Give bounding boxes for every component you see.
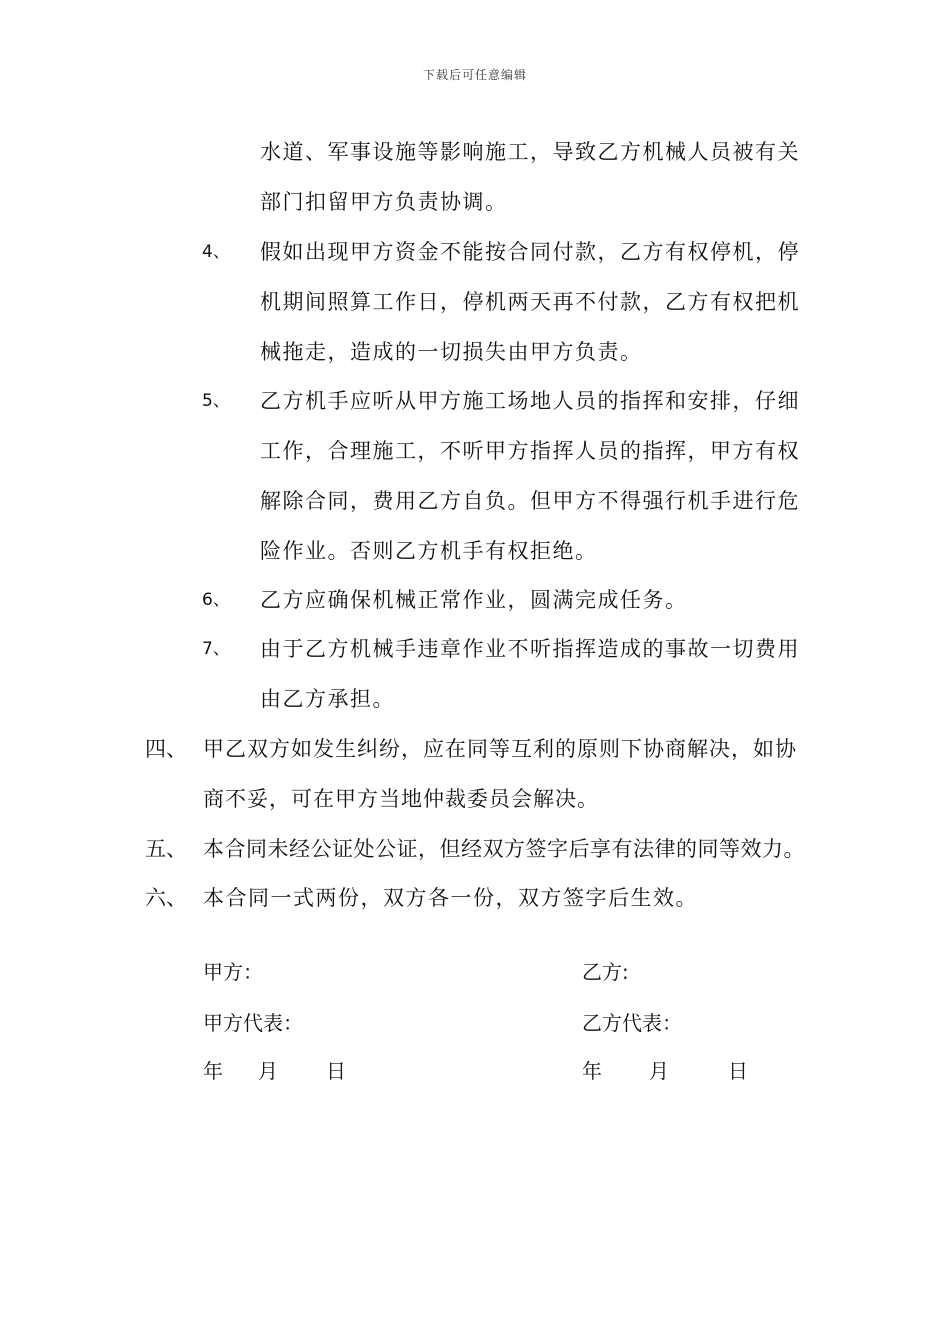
party-a-year: 年 — [203, 1059, 223, 1083]
item-line: 械拖走，造成的一切损失由甲方负责。 — [260, 340, 643, 364]
party-a-label: 甲方： — [203, 960, 263, 984]
party-b-day: 日 — [728, 1059, 748, 1083]
party-b-month: 月 — [649, 1059, 669, 1083]
item-line: 乙方应确保机械正常作业，圆满完成任务。 — [260, 588, 688, 612]
section-number: 四、 — [145, 737, 187, 761]
item-line: 假如出现甲方资金不能按合同付款，乙方有权停机，停 — [260, 240, 800, 264]
item-number: 5、 — [202, 391, 230, 411]
item-line: 工作，合理施工，不听甲方指挥人员的指挥，甲方有权 — [260, 439, 800, 463]
item-line: 险作业。否则乙方机手有权拒绝。 — [260, 539, 598, 563]
section-number: 五、 — [145, 837, 187, 861]
item-line: 由乙方承担。 — [260, 687, 395, 711]
section-line: 本合同一式两份，双方各一份，双方签字后生效。 — [203, 886, 698, 910]
party-a-month: 月 — [258, 1059, 278, 1083]
continuation-line: 水道、军事设施等影响施工，导致乙方机械人员被有关 — [260, 140, 800, 164]
continuation-line: 部门扣留甲方负责协调。 — [260, 190, 508, 214]
section-line: 本合同未经公证处公证，但经双方签字后享有法律的同等效力。 — [203, 837, 805, 861]
item-number: 6、 — [202, 590, 230, 610]
item-number: 7、 — [202, 639, 230, 659]
item-number: 4、 — [202, 242, 230, 262]
item-line: 乙方机手应听从甲方施工场地人员的指挥和安排，仔细 — [260, 389, 800, 413]
party-a-day: 日 — [326, 1059, 346, 1083]
party-b-rep-label: 乙方代表： — [582, 1011, 682, 1035]
page-header: 下载后可任意编辑 — [422, 68, 527, 82]
item-line: 解除合同，费用乙方自负。但甲方不得强行机手进行危 — [260, 489, 800, 513]
section-line: 甲乙双方如发生纠纷，应在同等互利的原则下协商解决，如协 — [203, 737, 797, 761]
section-line: 商不妥，可在甲方当地仲裁委员会解决。 — [203, 787, 599, 811]
party-b-year: 年 — [582, 1059, 602, 1083]
item-line: 由于乙方机械手违章作业不听指挥造成的事故一切费用 — [260, 637, 800, 661]
section-number: 六、 — [145, 886, 187, 910]
party-b-label: 乙方: — [582, 960, 629, 984]
item-line: 机期间照算工作日，停机两天再不付款，乙方有权把机 — [260, 290, 800, 314]
party-a-rep-label: 甲方代表： — [203, 1011, 303, 1035]
